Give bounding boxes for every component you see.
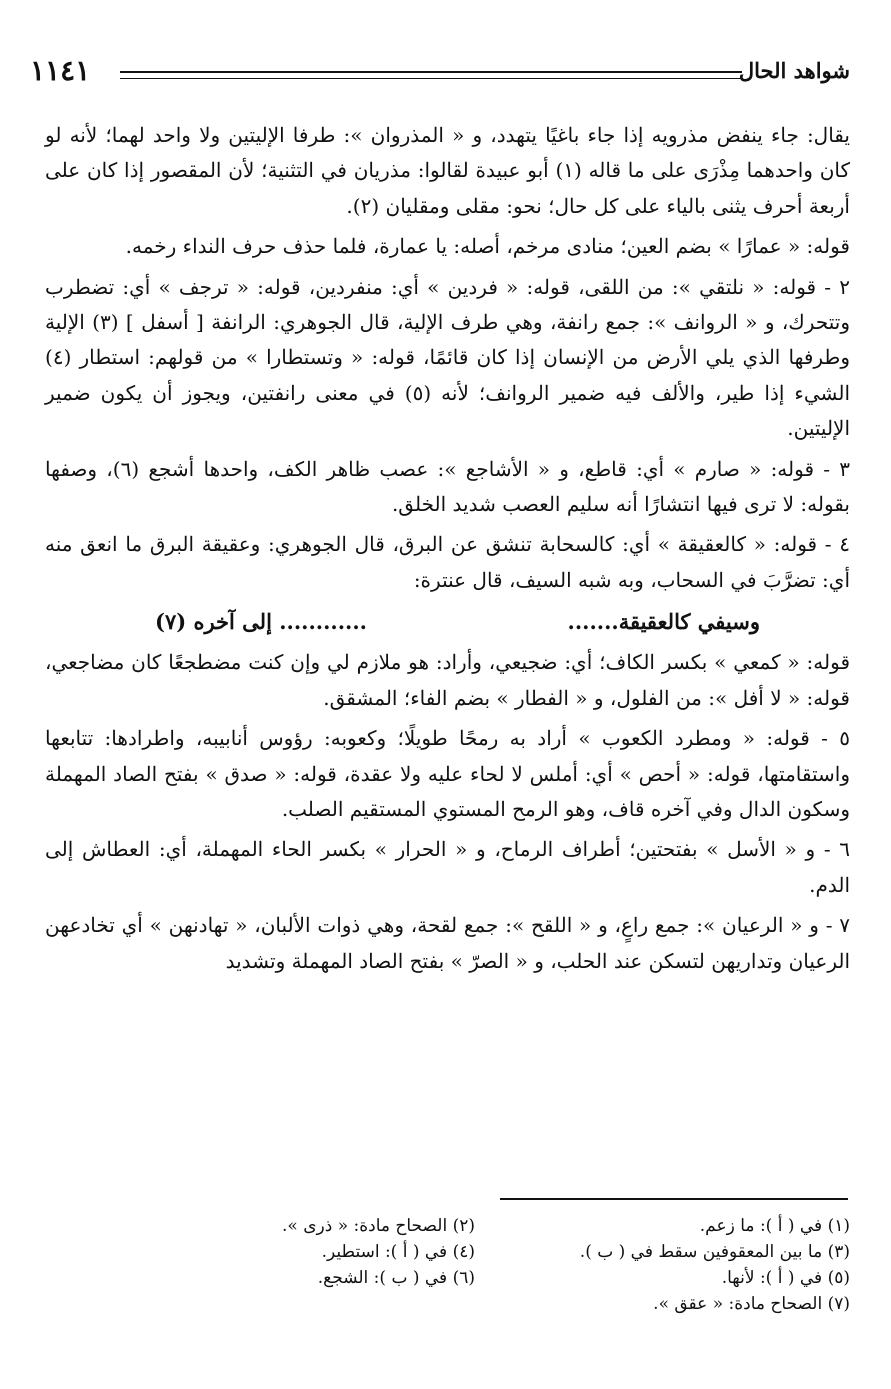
footnote: (١) في ( أ ): ما زعم. (699, 1216, 850, 1236)
footnote-rule (500, 1198, 848, 1200)
footnote: (٧) الصحاح مادة: « عقق ». (653, 1294, 850, 1314)
footnote-row (100, 1291, 850, 1317)
running-title: شواهد الحال (738, 58, 850, 83)
paragraph: ٣ - قوله: « صارم » أي: قاطع، و « الأشاجع »: عصب ظاهر الكف، واحدها أشجع (٦)، وصفها بقوله: لا ترى فيها انتشارًا أنه سليم العصب شديد الخلق. (45, 456, 851, 517)
paragraph: ٧ - و « الرعيان »: جمع راعٍ، و « اللقح »: جمع لقحة، وهي ذوات الألبان، « تهادنهن » أي تخادعهن الرعيان وتداريهن لتسكن عند الحلب، و « الصرّ » بفتح الصاد المهملة وتشديد (45, 913, 850, 973)
footnote: (٢) الصحاح مادة: « ذرى ». (282, 1216, 475, 1236)
verse-second-hemistich: ............ إلى آخره (٧) (155, 609, 367, 635)
footnote-row (100, 1213, 850, 1239)
page-number: ١١٤١ (30, 54, 91, 87)
footnotes (100, 1213, 850, 1317)
page-header (30, 52, 850, 92)
verse-first-hemistich: وسيفي كالعقيقة....... (567, 609, 760, 635)
header-rule (120, 71, 742, 79)
footnote: (٥) في ( أ ): لأنها. (721, 1268, 850, 1288)
paragraph: قوله: « عمارًا » بضم العين؛ منادى مرخم، أصله: يا عمارة، فلما حذف حرف النداء رخمه. (125, 234, 850, 259)
paragraph: قوله: « كمعي » بكسر الكاف؛ أي: ضجيعي، وأراد: هو ملازم لي وإن كنت مضطجعًا كان مضاجعي، قوله: « لا أفل »: من الفلول، و « الفطار » بضم الفاء؛ المشقق. (45, 650, 850, 710)
paragraph: يقال: جاء ينفض مذرويه إذا جاء باغيًا يتهدد، و « المذروان »: طرفا الإليتين ولا واحد لهما؛ لأنه لو كان واحدهما مِذْرَى على ما قاله (١) أبو عبيدة لقالوا: مذريان في التثنية؛ لأن المقصور إذا كان على أربعة أحرف يثنى بالياء على كل حال؛ نحو: مقلى ومقليان (٢). (45, 123, 850, 218)
paragraph: ٤ - قوله: « كالعقيقة » أي: كالسحابة تنشق عن البرق، قال الجوهري: وعقيقة البرق ما انعق منه أي: تضرَّبَ في السحاب، وبه شبه السيف، قال عنترة: (45, 532, 850, 592)
footnote-row (100, 1265, 850, 1291)
footnote: (٤) في ( أ ): استطير. (321, 1242, 475, 1262)
paragraph: ٦ - و « الأسل » بفتحتين؛ أطراف الرماح، و « الحرار » بكسر الحاء المهملة، أي: العطاش إلى الدم. (45, 837, 850, 897)
main-text (45, 118, 850, 984)
poetry-verse (45, 603, 850, 641)
paragraph: ٢ - قوله: « نلتقي »: من اللقى، قوله: « فردين » أي: منفردين، قوله: « ترجف » أي: تضطرب وتتحرك، و « الروانف »: جمع رانفة، وهي طرف الإلية، قال الجوهري: الرانفة [ أسفل ] (٣) الإلية وطرفها الذي يلي الأرض من الإنسان إذا كان قائمًا، قوله: « وتستطارا » من قولهم: استطار (٤) الشيء إذا طير، والألف فيه ضمير الروانف؛ لأنه (٥) في معنى رانفتين، ويجوز أن يكون ضمير الإليتين. (45, 274, 851, 441)
footnote-row (100, 1239, 850, 1265)
paragraph: ٥ - قوله: « ومطرد الكعوب » أراد به رمحًا طويلًا؛ وكعوبه: رؤوس أنابيبه، واطرادها: تتابعها واستقامتها، قوله: « أحص » أي: أملس لا لحاء عليه ولا عقدة، قوله: « صدق » بفتح الصاد المهملة وسكون الدال وفي آخره قاف، وهو الرمح المستوي المستقيم الصلب. (45, 726, 850, 821)
footnote: (٣) ما بين المعقوفين سقط في ( ب ). (579, 1242, 850, 1262)
footnote: (٦) في ( ب ): الشجع. (317, 1268, 475, 1288)
